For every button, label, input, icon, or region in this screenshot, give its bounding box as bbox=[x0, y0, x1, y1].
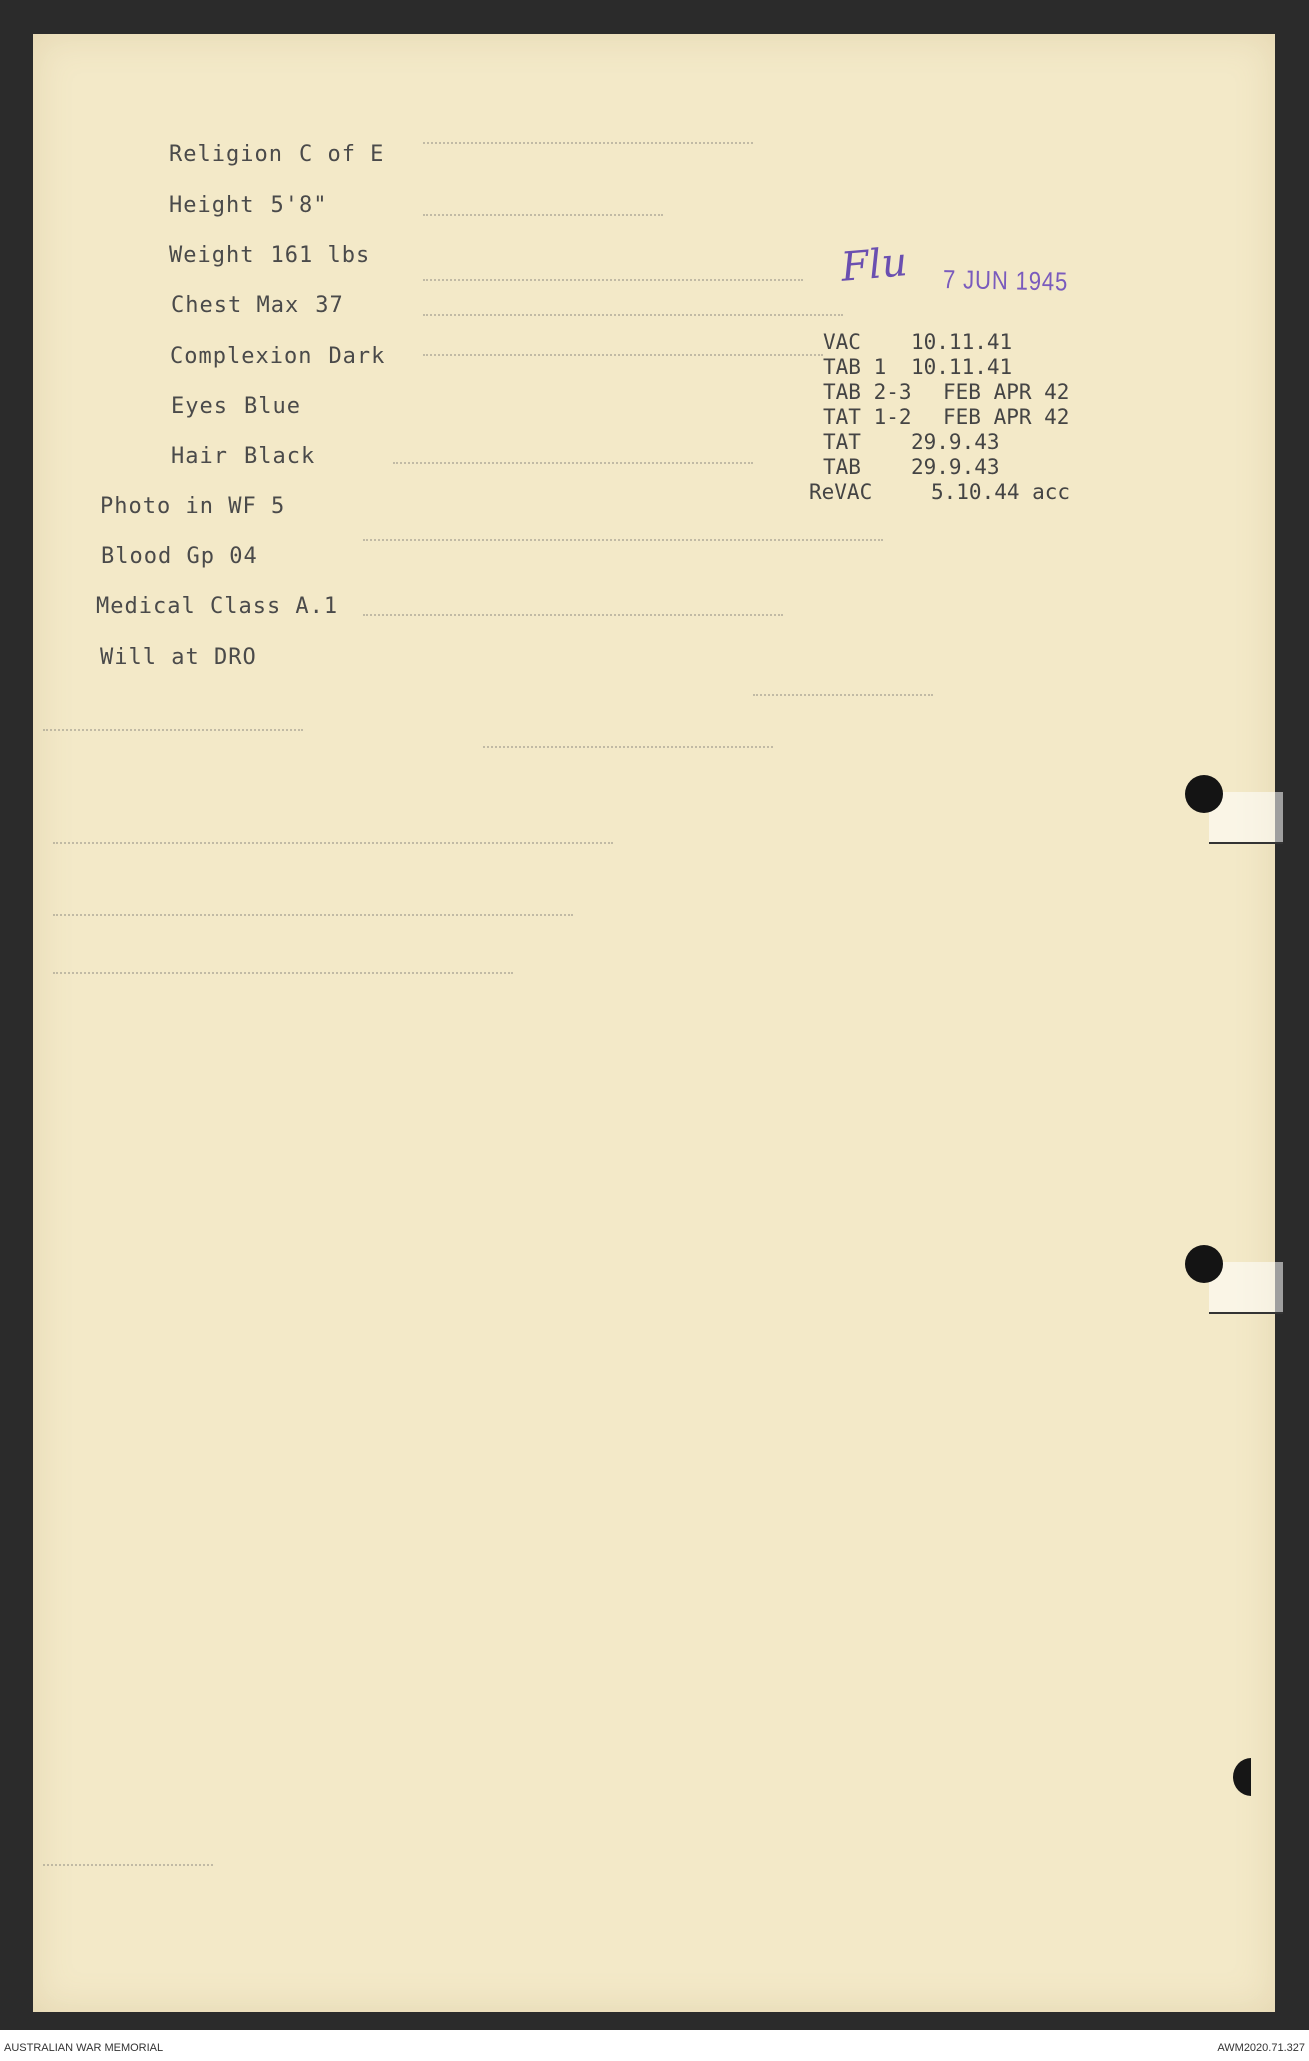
dotted-leader bbox=[53, 842, 613, 844]
institution-credit: AUSTRALIAN WAR MEMORIAL bbox=[4, 2042, 164, 2054]
dotted-leader bbox=[423, 214, 663, 216]
field-label: Hair bbox=[170, 444, 228, 469]
field-label: Religion bbox=[168, 142, 283, 167]
stamp-date: 7 JUN 1945 bbox=[942, 264, 1069, 297]
vaccination-row: TAB 29.9.43 bbox=[823, 455, 1000, 479]
hair-field bbox=[114, 419, 315, 494]
dotted-leader bbox=[483, 746, 773, 748]
punch-hole bbox=[1185, 775, 1223, 813]
field-value: 161 lbs bbox=[270, 243, 371, 268]
vaccination-row: TAT 1-2 FEB APR 42 bbox=[823, 405, 1070, 429]
photo-note: Photo in WF 5 bbox=[100, 494, 286, 519]
field-value: Blue bbox=[243, 394, 301, 419]
reference-number: AWM2020.71.327 bbox=[1217, 2042, 1305, 2054]
dotted-leader bbox=[53, 914, 573, 916]
field-value: Dark bbox=[328, 344, 386, 369]
stamp-initials: Flu bbox=[839, 239, 910, 291]
dotted-leader bbox=[423, 279, 803, 281]
dotted-leader bbox=[753, 694, 933, 696]
medical-class: Medical Class A.1 bbox=[96, 594, 339, 619]
vaccination-row: TAB 1 10.11.41 bbox=[823, 355, 1013, 379]
dotted-leader bbox=[43, 729, 303, 731]
vaccination-list bbox=[809, 330, 1071, 505]
dotted-leader bbox=[393, 462, 753, 464]
dotted-leader bbox=[423, 314, 843, 316]
dotted-leader bbox=[363, 539, 883, 541]
dotted-leader bbox=[423, 142, 753, 144]
field-label: Weight bbox=[168, 243, 255, 268]
field-label: Height bbox=[168, 193, 255, 218]
punch-hole bbox=[1233, 1758, 1269, 1796]
dotted-leader bbox=[53, 972, 513, 974]
field-label: Eyes bbox=[170, 394, 228, 419]
vaccination-row: ReVAC 5.10.44 acc bbox=[809, 480, 1071, 504]
field-label: Complexion bbox=[169, 344, 313, 369]
dotted-leader bbox=[363, 614, 783, 616]
vaccination-row: VAC 10.11.41 bbox=[823, 330, 1013, 354]
will-note: Will at DRO bbox=[100, 645, 257, 670]
dotted-leader bbox=[423, 354, 823, 356]
field-value: C of E bbox=[298, 142, 385, 167]
field-value: Black bbox=[243, 444, 316, 469]
vaccination-row: TAT 29.9.43 bbox=[823, 430, 1000, 454]
document-page bbox=[33, 34, 1275, 2012]
dotted-leader bbox=[43, 1864, 213, 1866]
footer-strip bbox=[0, 2030, 1309, 2061]
blood-group: Blood Gp 04 bbox=[101, 544, 258, 569]
punch-hole bbox=[1185, 1245, 1223, 1283]
field-value: 37 bbox=[315, 293, 344, 318]
field-value: 5'8" bbox=[270, 193, 328, 218]
vaccination-row: TAB 2-3 FEB APR 42 bbox=[823, 380, 1070, 404]
field-label: Chest Max bbox=[170, 293, 300, 318]
